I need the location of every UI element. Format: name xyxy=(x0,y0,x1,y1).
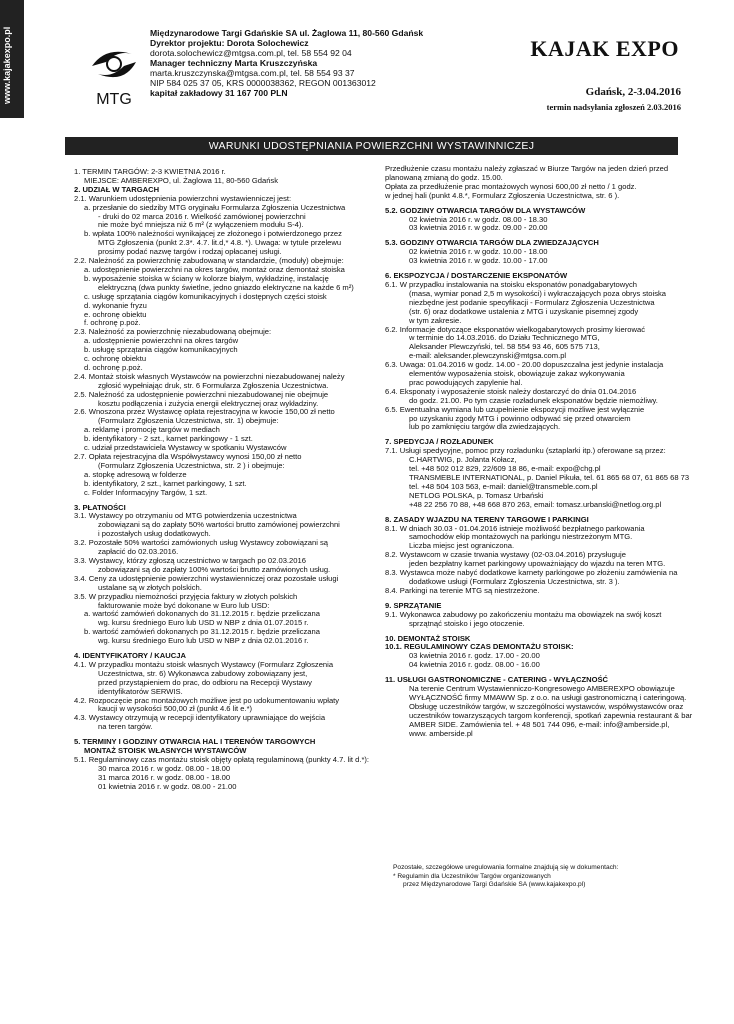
left-text-line: wg. kursu średniego Euro lub USD w NBP z dnia 02.01.2016 r. xyxy=(98,636,309,646)
right-text-line: 6.4. Eksponaty i wyposażenie stoisk należy dostarczyć do dnia 01.04.2016 xyxy=(385,386,637,396)
left-text-line: b. identyfikatory, 2 szt., karnet parkingowy, 1 szt. xyxy=(84,478,247,488)
right-text-line: 7. SPEDYCJA / ROZŁADUNEK xyxy=(385,437,494,447)
event-title: KAJAK EXPO xyxy=(530,36,679,61)
right-text-line: po uzyskaniu zgody MTG i powinno odbywać się przed otwarciem xyxy=(409,413,631,423)
left-text-line: c. Folder Informacyjny Targów, 1 szt. xyxy=(84,487,208,497)
left-text-line: d. ochronę p.poż. xyxy=(84,362,143,372)
right-text-line: w terminie do 14.03.2016. do Działu Technicznego MTG, xyxy=(409,333,600,343)
left-text-line: 2.4. Montaż stoisk własnych Wystawców na powierzchni niezabudowanej należy xyxy=(74,371,345,381)
left-text-line: a. udostępnienie powierzchni na okres targów, montaż oraz demontaż stoiska xyxy=(84,264,345,274)
footnote-line: * Regulamin dla Uczestników Targów organizowanych xyxy=(393,872,551,880)
left-text-line: kosztu podłączenia i zużycia energii elektrycznej oraz wykładziny. xyxy=(98,398,319,408)
right-text-line: sprzątnąć stoisko i jego otoczenie. xyxy=(409,618,525,628)
side-url-tab xyxy=(0,0,24,118)
right-text-line: Przedłużenie czasu montażu należy zgłaszać w Biurze Targów na jeden dzień przed xyxy=(385,164,669,173)
right-text-line: (str. 6) oraz dodatkowe ustalenia z MTG i uzyskanie pisemnej zgody xyxy=(409,306,639,316)
left-text-line: zobowiązani są do zapłaty 50% wartości brutto zamówionej powierzchni xyxy=(98,520,340,530)
left-text-line: 2.1. Warunkiem udostępnienia powierzchni wystawienniczej jest: xyxy=(74,193,292,203)
right-text-line: do godz. 21.00. Po tym czasie rozładunek eksponatów będzie niemożliwy. xyxy=(409,395,658,405)
right-text-line: uczestników towarzyszących targom konferencji, spotkań zapewnia restaurant & bar xyxy=(409,710,693,720)
right-text-line: 02 kwietnia 2016 r. w godz. 10.00 - 18.00 xyxy=(409,247,548,257)
left-text-line: wg. kursu średniego Euro lub USD w NBP z dnia 01.07.2015 r. xyxy=(98,618,309,628)
right-text-line: prac powodujących zapylenie hal. xyxy=(409,377,523,387)
left-text-line: b. identyfikatory - 2 szt., karnet parkingowy - 1 szt. xyxy=(84,434,253,444)
header-line: kapitał zakładowy 31 167 700 PLN xyxy=(150,88,288,98)
left-text-line: 2.7. Opłata rejestracyjna dla Współwystawcy wynosi 150,00 zł netto xyxy=(74,452,302,461)
right-text-line: Opłata za przedłużenie prac montażowych wynosi 600,00 zł netto / 1 godz. xyxy=(385,181,637,191)
left-text-line: 2.2. Należność za powierzchnię zabudowaną w standardzie, (moduły) obejmuje: xyxy=(74,256,344,266)
right-text-line: tel. +48 502 012 829, 22/609 18 86, e-mail: expo@chg.pl xyxy=(409,464,601,474)
right-text-line: Obsługę uczestników targów, w szczególności wystawców, współwystawców oraz xyxy=(409,701,684,711)
left-text-line: (Formularz Zgłoszenia Uczestnictwa, str. 2 ) i obejmuje: xyxy=(98,460,285,470)
left-text-line: 3.3. Wystawcy, którzy zgłoszą uczestnictwo w targach po 02.03.2016 xyxy=(74,555,306,565)
left-text-line: d. wykonanie fryzu xyxy=(84,300,147,310)
left-text-line: c. ochronę obiektu xyxy=(84,354,147,364)
right-text-line: 5.3. GODZINY OTWARCIA TARGÓW DLA ZWIEDZAJĄCYCH xyxy=(385,238,599,248)
right-text-line: 9. SPRZĄTANIE xyxy=(385,600,442,610)
left-text-line: 01 kwietnia 2016 r. w godz. 08.00 - 21.00 xyxy=(98,781,237,791)
mtg-logo xyxy=(88,40,140,110)
left-text-line: (Formularz Zgłoszenia Uczestnictwa, str. 1) obejmuje: xyxy=(98,416,279,426)
right-text-line: 11. USŁUGI GASTRONOMICZNE - CATERING - WYŁĄCZNOŚĆ xyxy=(385,675,609,685)
left-text-line: a. przesłanie do siedziby MTG oryginału Formularza Zgłoszenia Uczestnictwa xyxy=(84,202,346,212)
application-deadline: termin nadsyłania zgłoszeń 2.03.2016 xyxy=(546,102,681,112)
right-text-line: w tym zakresie. xyxy=(409,315,462,325)
organizer-header xyxy=(150,28,423,98)
right-text-line: lub po zamknięciu targów dla zwiedzających. xyxy=(409,422,561,432)
left-text-line: 5.1. Regulaminowy czas montażu stoisk objęty opłatą regulaminową (punkty 4.7. lit d.*): xyxy=(74,755,370,764)
header-line: marta.kruszczynska@mtgsa.com.pl, tel. 58 554 93 37 xyxy=(150,68,355,78)
right-text-line: 8.1. W dniach 30.03 - 01.04.2016 istnieje możliwość bezpłatnego parkowania xyxy=(385,523,645,533)
left-text-line: ustalane są w złotych polskich. xyxy=(98,582,202,592)
left-text-line: zapłacić do 02.03.2016. xyxy=(98,547,179,557)
left-text-line: 2.5. Należność za udostępnienie powierzchni niezabudowanej nie obejmuje xyxy=(74,389,329,399)
left-text-line: 2.6. Wnoszona przez Wystawcę opłata rejestracyjna w kwocie 150,00 zł netto xyxy=(74,407,335,417)
left-text-line: kaucji w wysokości 500,00 zł (punkt 4.6 lit e.*) xyxy=(98,704,253,714)
left-text-line: i pozostałych usług dodatkowych. xyxy=(98,529,211,539)
left-text-line: b. wartość zamówień dokonanych po 31.12.2015 r. będzie przeliczana xyxy=(84,627,320,637)
right-text-line: TRANSMEBLE INTERNATIONAL, p. Daniel Pikuła, tel. 61 865 68 07, 61 865 68 73 xyxy=(409,473,690,482)
left-column xyxy=(74,168,370,792)
left-text-line: 4.3. Wystawcy otrzymują w recepcji identyfikatory uprawniające do wejścia xyxy=(74,713,326,723)
left-text-line: MTG Zgłoszenia (punkt 2.3*. 4.7. lit.d,* 4.8. *). Uwaga: w tytule przelewu xyxy=(98,238,342,248)
right-text-line: elementów wyposażenia stoisk, obowiązuje zakaz wykonywania xyxy=(409,369,625,379)
event-date: Gdańsk, 2-3.04.2016 xyxy=(585,86,681,98)
left-text-line: a. wartość zamówień dokonanych do 31.12.2015 r. będzie przeliczana xyxy=(84,609,320,619)
right-text-line: WYŁĄCZNOŚĆ firmy MMAWW Sp. z o.o. na usługi gastronomiczną i cateringową. xyxy=(409,692,687,702)
right-text-line: C.HARTWIG, p. Jolanta Kołacz, xyxy=(409,455,517,465)
right-text-line: 04 kwietnia 2016 r. godz. 08.00 - 16.00 xyxy=(409,660,540,670)
right-text-line: w jednej hali (punkt 4.8.*, Formularz Zgłoszenia Uczestnictwa, str. 6 ). xyxy=(385,190,620,200)
left-text-line: 4.2. Rozpoczęcie prac montażowych możliwe jest po udokumentowaniu wpłaty xyxy=(74,695,340,705)
left-text-line: c. udział przedstawiciela Wystawcy w spotkaniu Wystawców xyxy=(84,443,287,453)
right-column xyxy=(385,164,693,738)
right-text-line: 10.1. REGULAMINOWY CZAS DEMONTAŻU STOISK: xyxy=(385,642,574,652)
right-text-line: www. amberside.pl xyxy=(409,728,473,738)
right-text-line: (masa, wymiar ponad 2,5 m wysokości) i wykraczających poza obrys stoiska xyxy=(409,288,667,298)
left-text-line: 31 marca 2016 r. w godz. 08.00 - 18.00 xyxy=(98,772,231,782)
left-text-line: prosimy podać nazwę targów i rodzaj opłacanej usługi. xyxy=(98,247,282,257)
header-line: NIP 584 025 37 05, KRS 0000038362, REGON 001363012 xyxy=(150,78,376,88)
right-text-line: 7.1. Usługi spedycyjne, pomoc przy rozładunku (sztaplarki itp.) oferowane są przez: xyxy=(385,446,666,456)
left-text-line: 2.3. Należność za powierzchnię niezabudowaną obejmuje: xyxy=(74,327,272,337)
left-text-line: elektryczną (dwa punkty świetlne, jedno gniazdo elektryczne na każde 6 m²) xyxy=(98,282,354,292)
left-text-line: a. reklamę i promocję targów w mediach xyxy=(84,425,220,435)
right-text-line: 02 kwietnia 2016 r. w godz. 08.00 - 18.30 xyxy=(409,214,548,224)
right-text-line: planowaną zmianą do godz. 15.00. xyxy=(385,172,503,182)
left-text-line: 3. PŁATNOŚCI xyxy=(74,502,126,512)
left-text-line: c. usługę sprzątania ciągów komunikacyjnych i dostępnych części stoisk xyxy=(84,291,327,301)
header-line: Międzynarodowe Targi Gdańskie SA ul. Żaglowa 11, 80-560 Gdańsk xyxy=(150,28,424,38)
right-text-line: 03 kwietnia 2016 r. w godz. 09.00 - 20.00 xyxy=(409,223,548,233)
left-text-line: przed przystąpieniem do prac, do odbioru na Recepcji Wystawy xyxy=(98,677,312,687)
right-text-line: e-mail: aleksander.plewczynski@mtgsa.com.pl xyxy=(409,351,567,361)
left-text-line: a. udostępnienie powierzchni na okres targów xyxy=(84,336,239,346)
right-text-line: NETLOG POLSKA, p. Tomasz Urbański xyxy=(409,490,544,500)
right-text-line: Na terenie Centrum Wystawienniczo-Kongresowego AMBEREXPO obowiązuje xyxy=(409,684,675,694)
left-text-line: Uczestnictwa, str. 6) Wykonawca zabudowy zobowiązany jest, xyxy=(98,668,308,678)
right-text-line: 03 kwietnia 2016 r. godz. 17.00 - 20.00 xyxy=(409,651,540,661)
left-text-line: MONTAŻ STOISK WŁASNYCH WYSTAWCÓW xyxy=(84,746,247,756)
section-title-bar: WARUNKI UDOSTĘPNIANIA POWIERZCHNI WYSTAWINNICZEJ xyxy=(65,137,678,155)
left-text-line: na teren targów. xyxy=(98,722,153,732)
right-text-line: Aleksander Plewczyński, tel. 58 554 93 46, 605 575 713, xyxy=(409,342,600,352)
left-text-line: e. ochronę obiektu xyxy=(84,309,147,319)
left-text-line: 3.1. Wystawcy po otrzymaniu od MTG potwierdzenia uczestnictwa xyxy=(74,511,297,521)
right-text-line: 8.3. Wystawca może nabyć dodatkowe karnety parkingowe po złożeniu zamówienia na xyxy=(385,568,678,578)
header-line: Dyrektor projektu: Dorota Solochewicz xyxy=(150,38,309,48)
right-text-line: 03 kwietnia 2016 r. w godz. 10.00 - 17.00 xyxy=(409,256,548,266)
left-text-line: b. wyposażenie stoiska w ściany w kolorze białym, wykładzinę, instalację xyxy=(84,273,329,283)
left-text-line: identyfikatorów SERWIS. xyxy=(98,686,183,696)
left-text-line: 2. UDZIAŁ W TARGACH xyxy=(74,184,160,194)
side-url-text: www.kajakexpo.pl xyxy=(2,26,12,104)
left-text-line: 30 marca 2016 r. w godz. 08.00 - 18.00 xyxy=(98,763,231,773)
left-text-line: MIEJSCE: AMBEREXPO, ul. Żaglowa 11, 80-560 Gdańsk xyxy=(84,175,279,185)
left-text-line: f. ochronę p.poż. xyxy=(84,318,141,328)
right-text-line: +48 22 256 70 88, +48 668 870 263, email: tomasz.urbanski@netlog.org.pl xyxy=(409,499,662,509)
right-text-line: dodatkowe usługi (Formularz Zgłoszenia Uczestnictwa, str. 3 ). xyxy=(409,576,620,586)
left-text-line: 4.1. W przypadku montażu stoisk własnych Wystawcy (Formularz Zgłoszenia xyxy=(74,659,334,669)
left-text-line: 1. TERMIN TARGÓW: 2-3 KWIETNIA 2016 r. xyxy=(74,167,226,176)
right-text-line: 8. ZASADY WJAZDU NA TERENY TARGOWE I PARKINGI xyxy=(385,514,589,524)
right-text-line: 9.1. Wykonawca zabudowy po zakończeniu montażu ma obowiązek na swój koszt xyxy=(385,609,662,619)
right-text-line: 6.2. Informacje dotyczące eksponatów wielkogabarytowych prosimy kierować xyxy=(385,324,645,334)
right-text-line: 6.3. Uwaga: 01.04.2016 w godz. 14.00 - 20.00 dopuszczalna jest jedynie instalacja xyxy=(385,360,664,370)
right-text-line: AMBER SIDE. Zamówienia tel. + 48 501 744 096, e-mail: info@amberside.pl, xyxy=(409,719,670,729)
left-text-line: 5. TERMINY I GODZINY OTWARCIA HAL I TERENÓW TARGOWYCH xyxy=(74,737,316,747)
right-text-line: niezbędne jest podanie specyfikacji - Formularz Zgłoszenia Uczestnictwa xyxy=(409,297,655,307)
left-text-line: fakturowanie może być dokonane w Euro lub USD: xyxy=(98,600,270,610)
right-text-line: 5.2. GODZINY OTWARCIA TARGÓW DLA WYSTAWCÓW xyxy=(385,205,586,215)
right-text-line: 8.4. Parkingi na terenie MTG są niestrzeżone. xyxy=(385,585,540,595)
right-text-line: Liczba miejsc jest ograniczona. xyxy=(409,541,515,551)
left-text-line: nie może być mniejsza niż 6 m² (z wyłączeniem modułu S-4). xyxy=(98,220,304,230)
left-text-line: 3.5. W przypadku niemożności przyjęcia faktury w złotych polskich xyxy=(74,591,298,601)
right-text-line: tel. +48 504 103 563, e-mail: daniel@transmeble.com.pl xyxy=(409,481,598,491)
mtg-logo-icon xyxy=(88,40,140,110)
left-text-line: 3.4. Ceny za udostępnienie powierzchni wystawienniczej oraz pozostałe usługi xyxy=(74,573,339,583)
left-text-line: - druki do 02 marca 2016 r. Wielkość zamówionej powierzchni xyxy=(98,211,306,221)
left-text-line: 4. IDENTYFIKATORY / KAUCJA xyxy=(74,651,186,661)
right-text-line: samochodów ekip montażowych na parkingu niestrzeżonym MTG. xyxy=(409,532,633,542)
footnote xyxy=(393,864,618,890)
event-dates xyxy=(547,86,681,112)
left-text-line: a. stopkę adresową w folderze xyxy=(84,469,187,479)
header-line: Manager techniczny Marta Kruszczyńska xyxy=(150,58,318,68)
footnote-line: przez Międzynarodowe Targi Gdańskie SA (www.kajakexpo.pl) xyxy=(403,881,586,888)
left-text-line: zgłosić wypełniając druk, str. 6 Formularza Zgłoszenia Uczestnictwa. xyxy=(98,380,329,390)
right-text-line: 6.1. W przypadku instalowania na stoisku eksponatów ponadgabarytowych xyxy=(385,279,638,289)
right-text-line: 10. DEMONTAŻ STOISK xyxy=(385,633,471,643)
logo-text: MTG xyxy=(96,91,132,108)
right-text-line: jeden bezpłatny karnet parkingowy upoważniający do wjazdu na teren MTG. xyxy=(409,559,666,569)
left-text-line: zobowiązani są do zapłaty 100% wartości brutto zamówionych usług. xyxy=(98,564,331,574)
right-text-line: 6. EKSPOZYCJA / DOSTARCZENIE EKSPONATÓW xyxy=(385,271,568,281)
left-text-line: 3.2. Pozostałe 50% wartości zamówionych usług Wystawcy zobowiązani są xyxy=(74,538,329,548)
footnote-line: Pozostałe, szczegółowe uregulowania formalne znajdują się w dokumentach: xyxy=(393,864,619,871)
left-text-line: b. usługę sprzątania ciągów komunikacyjnych xyxy=(84,345,238,355)
header-line: dorota.solochewicz@mtgsa.com.pl, tel. 58 554 92 04 xyxy=(150,48,352,58)
left-text-line: b. wpłata 100% należności wynikającej ze złożonego i potwierdzonego przez xyxy=(84,229,342,239)
right-text-line: 8.2. Wystawcom w czasie trwania wystawy (02-03.04.2016) przysługuje xyxy=(385,550,626,560)
right-text-line: 6.5. Ewentualna wymiana lub uzupełnienie ekspozycji możliwe jest wyłącznie xyxy=(385,404,645,414)
